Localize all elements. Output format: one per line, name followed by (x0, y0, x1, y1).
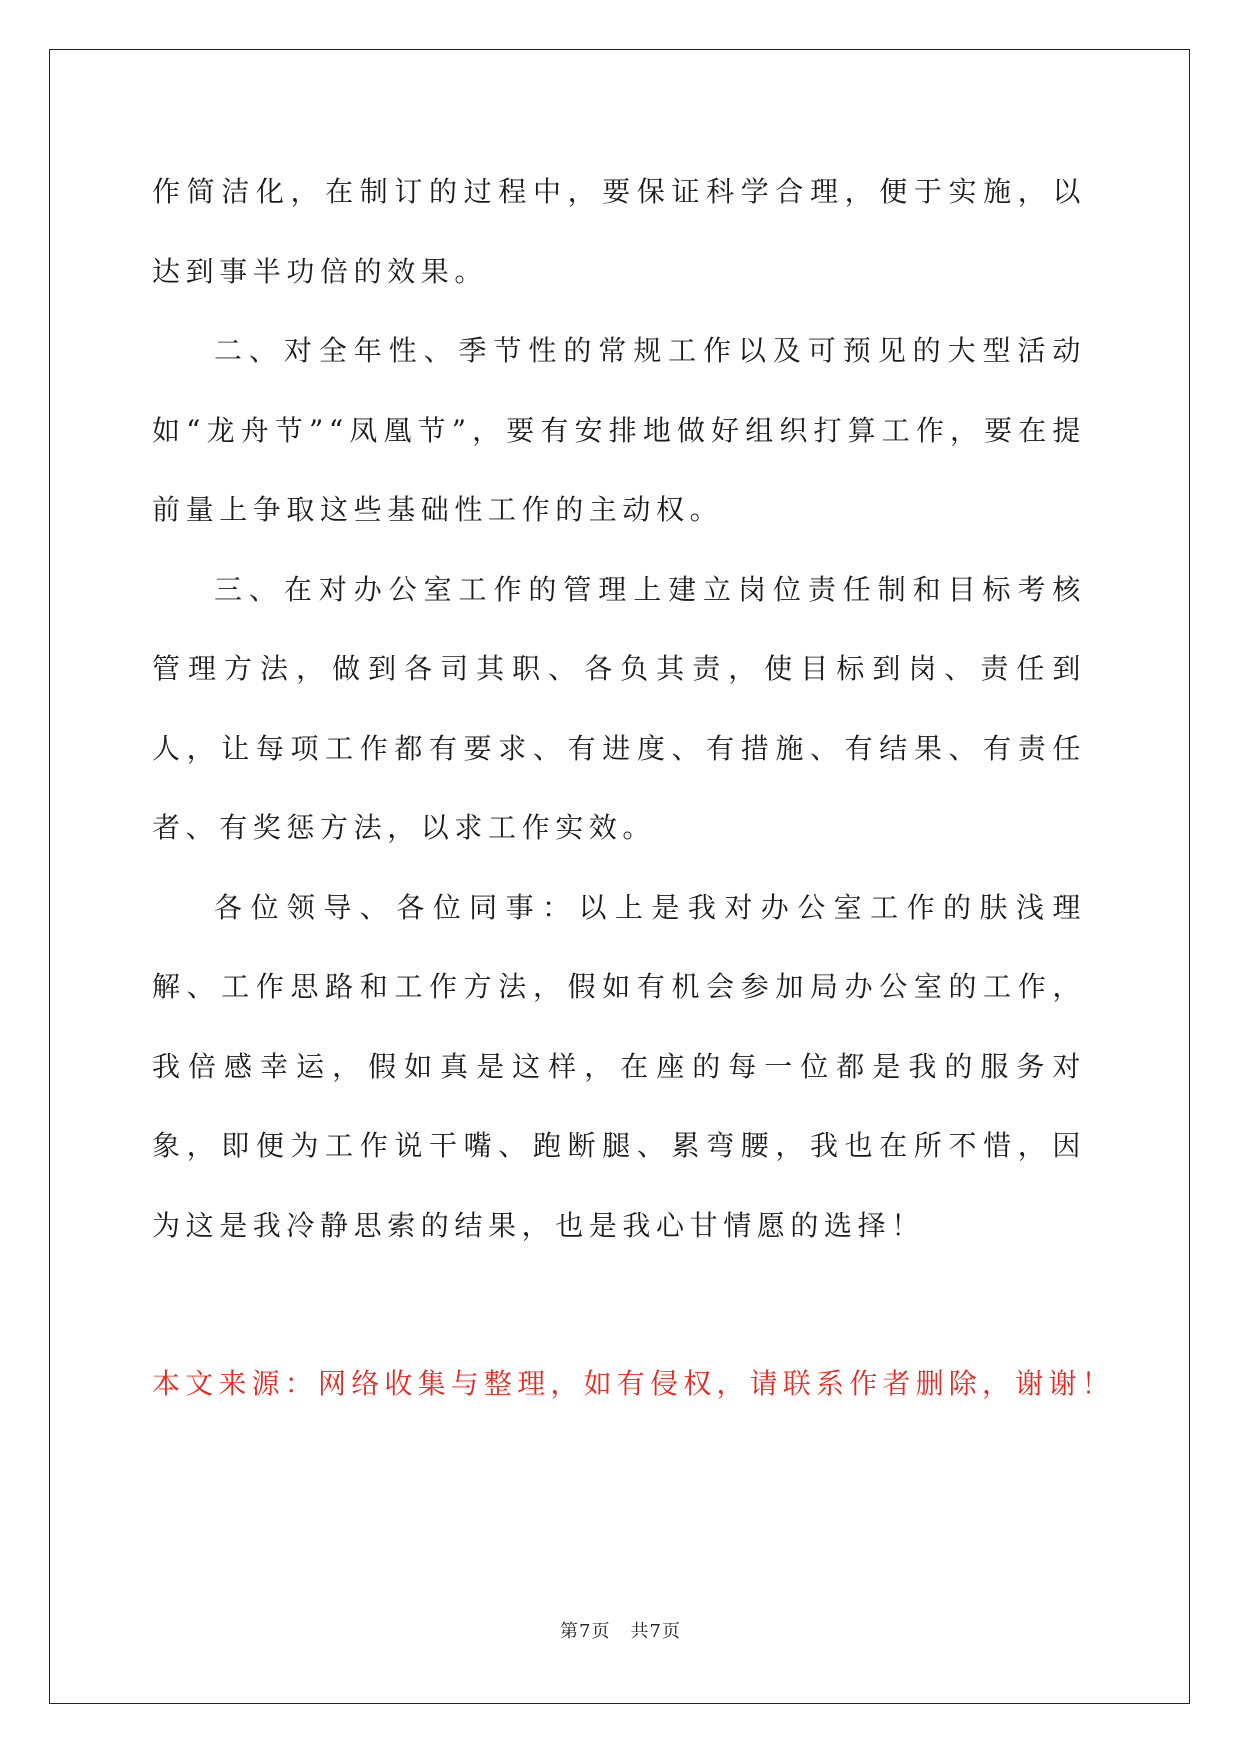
paragraph-3: 三、在对办公室工作的管理上建立岗位责任制和目标考核管理方法，做到各司其职、各负其责，使目标到岗、责任到人，让每项工作都有要求、有进度、有措施、有结果、有责任者、有奖惩方法，以求工作实效。 (152, 572, 1086, 844)
page-footer (0, 1620, 1241, 1644)
document-body (152, 152, 1086, 1265)
page-number-current: 第7页 (560, 1621, 611, 1642)
paragraph-2: 二、对全年性、季节性的常规工作以及可预见的大型活动如“龙舟节”“凤凰节”，要有安排地做好组织打算工作，要在提前量上争取这些基础性工作的主动权。 (152, 334, 1086, 526)
paragraph-1: 作简洁化，在制订的过程中，要保证科学合理，便于实施，以达到事半功倍的效果。 (152, 175, 1086, 288)
paragraph-4: 各位领导、各位同事：以上是我对办公室工作的肤浅理解、工作思路和工作方法，假如有机会参加局办公室的工作，我倍感幸运，假如真是这样，在座的每一位都是我的服务对象，即便为工作说干嘴、跑断腿、累弯腰，我也在所不惜，因为这是我冷静思索的结果，也是我心甘情愿的选择！ (152, 890, 1086, 1242)
source-note: 本文来源：网络收集与整理，如有侵权，请联系作者删除，谢谢！ (152, 1367, 1115, 1400)
page-number-total: 共7页 (630, 1621, 681, 1642)
